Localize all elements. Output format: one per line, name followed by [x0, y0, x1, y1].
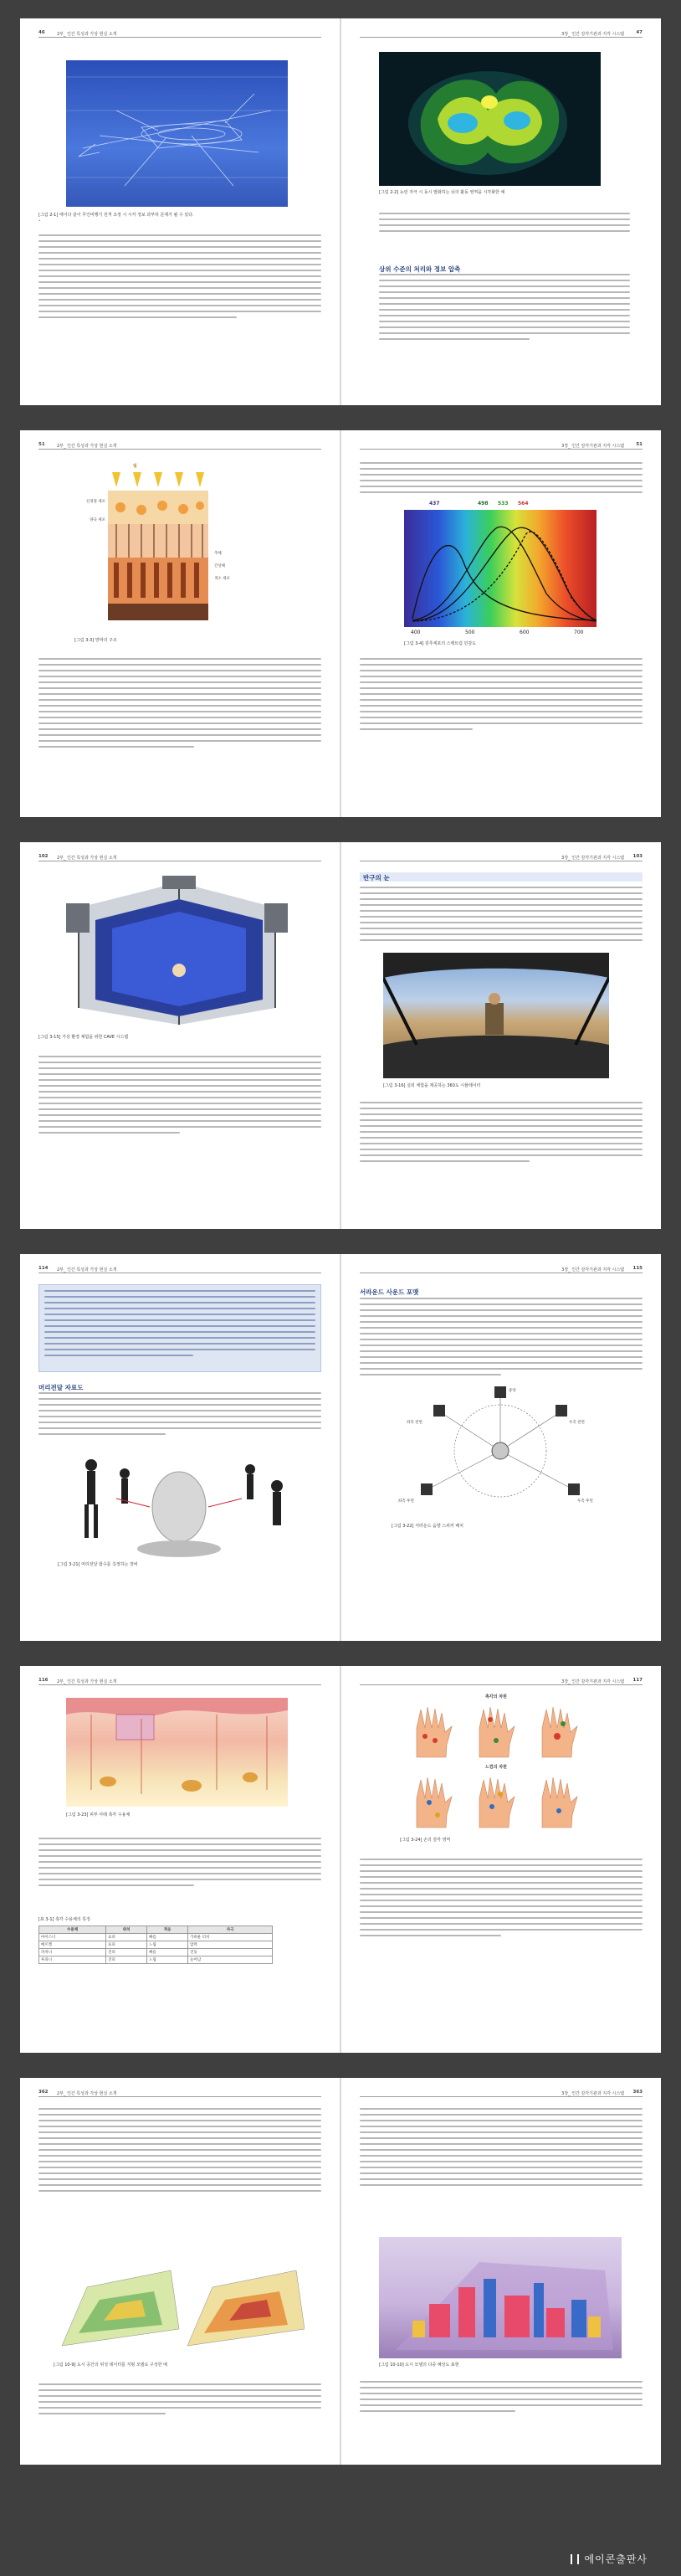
page-left: [20, 430, 340, 817]
table-cell: 진피: [106, 1949, 147, 1956]
page-left: [20, 842, 340, 1229]
x-axis-ticks: [404, 630, 597, 638]
simulator-icon: [383, 953, 609, 1078]
page-number: 362: [38, 2090, 49, 2095]
retina-diagram-icon: [95, 472, 229, 631]
running-title: 3장_ 인간 감각기관과 지각 시스템: [561, 2091, 624, 2096]
skin-caption: [그림 3-23] 피부 아래 촉각 수용체: [66, 1812, 131, 1818]
body-text: [38, 1392, 321, 1439]
city-model-icon: [379, 2237, 622, 2358]
cave-caption: [그림 3-15] 가상 환경 체험을 위한 CAVE 시스템: [38, 1035, 129, 1040]
table-header: 수용체: [39, 1926, 106, 1934]
body-text: [360, 1859, 643, 1941]
retina-figure: [95, 472, 229, 631]
hands-title-top: 촉각의 차원: [485, 1694, 507, 1699]
receptor-table: [38, 1926, 273, 1964]
speaker-label: 좌측 후면: [398, 1499, 414, 1504]
hand-map-icon: [400, 1703, 601, 1761]
running-title: 2부_ 인간 특성과 가상 현실 소개: [57, 1267, 117, 1273]
retina-label: 간상체: [214, 564, 226, 568]
body-text: [360, 887, 643, 945]
table-cell: 마이스너: [39, 1934, 106, 1941]
x-tick: 700: [574, 630, 584, 635]
page-number: 115: [632, 1266, 643, 1271]
running-title: 2부_ 인간 특성과 가상 현실 소개: [57, 2091, 117, 2096]
running-header: [360, 2090, 643, 2097]
drone-figure: [66, 60, 288, 207]
spread-3: [20, 842, 661, 1229]
running-header: [360, 442, 643, 450]
body-text: [38, 1838, 321, 1890]
head-measurement-figure: [58, 1448, 300, 1557]
terrain-model-icon: [54, 2254, 305, 2358]
brain-activity-icon: [379, 52, 601, 186]
retina-top-label: 빛: [133, 464, 137, 469]
publisher-name: 에이콘출판사: [584, 2553, 648, 2565]
running-title: 2부_ 인간 특성과 가상 현실 소개: [57, 856, 117, 861]
retina-label: 추체: [214, 552, 222, 556]
table-header: 위치: [106, 1926, 147, 1934]
speaker-label: 좌측 전면: [407, 1421, 422, 1425]
body-text: [360, 2381, 643, 2416]
speaker-label: 우측 전면: [569, 1421, 585, 1425]
page-number: 363: [632, 2090, 643, 2095]
running-title: 2부_ 인간 특성과 가상 현실 소개: [57, 1679, 117, 1684]
page-number: 51: [38, 442, 45, 447]
x-tick: 400: [411, 630, 421, 635]
retina-caption: [그림 3-3] 망막의 구조: [74, 638, 117, 643]
body-text: [38, 658, 321, 752]
section-heading: 반구의 눈: [363, 874, 390, 882]
page-right: [341, 1254, 661, 1641]
running-title: 2부_ 인간 특성과 가상 현실 소개: [57, 444, 117, 449]
page-left: [20, 1666, 340, 2053]
table-cell: 빠름: [147, 1949, 188, 1956]
spread-6: [20, 2078, 661, 2465]
running-header: [38, 1678, 321, 1685]
body-text: [360, 462, 643, 497]
cave-system-icon: [62, 874, 292, 1029]
running-header: [360, 1678, 643, 1685]
page-number: 47: [636, 30, 643, 35]
table-cell: 파치니: [39, 1949, 106, 1956]
speaker-caption: [그림 3-22] 서라운드 음향 스피커 배치: [392, 1524, 463, 1529]
l-cone-label: 564: [518, 501, 529, 506]
table-cell: 진동: [188, 1949, 273, 1956]
page-left: [20, 18, 340, 405]
running-title: 3장_ 인간 감각기관과 지각 시스템: [561, 856, 624, 861]
cockpit-caption: [그림 3-16] 실외 체험을 제공하는 360도 시뮬레이터: [383, 1083, 481, 1088]
terrain-figure: [54, 2254, 305, 2358]
speaker-label: 중앙: [509, 1389, 516, 1393]
table-caption: [표 3-1] 촉각 수용체의 특징: [38, 1917, 90, 1922]
running-header: [38, 1266, 321, 1273]
rod-label: 498: [478, 501, 489, 506]
page-right: [341, 1666, 661, 2053]
body-text: [360, 2108, 643, 2190]
hands-title-bottom: 느낌의 차원: [485, 1765, 507, 1770]
table-header-row: [39, 1926, 273, 1934]
table-row: [39, 1941, 273, 1949]
table-cell: 루피니: [39, 1956, 106, 1964]
speaker-label: 우측 후면: [577, 1499, 593, 1504]
retina-label: 색소 세포: [214, 577, 230, 581]
terrain-caption: [그림 10-9] 도시 공간의 위성 데이터를 지형 모델로 구성한 예: [54, 2363, 167, 2368]
page-right: [341, 430, 661, 817]
table-row: [39, 1956, 273, 1964]
cone-peak-labels: [404, 501, 597, 509]
note-box: [38, 1284, 321, 1372]
brain-figure: [379, 52, 601, 186]
skin-figure: [66, 1698, 288, 1807]
page-number: 103: [632, 854, 643, 859]
cave-figure: [62, 874, 292, 1029]
page-number: 117: [632, 1678, 643, 1683]
table-cell: 메르켈: [39, 1941, 106, 1949]
x-tick: 500: [465, 630, 475, 635]
hand-map-icon: [400, 1773, 601, 1832]
publisher-mark-icon: [571, 2554, 579, 2564]
section-heading: 서라운드 사운드 포맷: [360, 1288, 419, 1296]
table-cell: 진피: [106, 1956, 147, 1964]
table-row: [39, 1949, 273, 1956]
page-left: [20, 1254, 340, 1641]
running-header: [360, 854, 643, 861]
body-text: [379, 274, 630, 344]
speaker-labels: [392, 1380, 609, 1518]
city-model-figure: [379, 2237, 622, 2358]
running-title: 3장_ 인간 감각기관과 지각 시스템: [561, 1267, 624, 1273]
cone-curves-icon: [404, 510, 597, 627]
brain-caption: [그림 2-2] 뉴런 자극 시 동시 발화하는 뇌의 활동 영역을 시각화한 예: [379, 190, 505, 195]
page-left: [20, 2078, 340, 2465]
table-cell: 늘어남: [188, 1956, 273, 1964]
page-number: 46: [38, 30, 45, 35]
body-text: [38, 2108, 321, 2196]
running-title: 3장_ 인간 감각기관과 지각 시스템: [561, 32, 624, 37]
page-right: [341, 18, 661, 405]
running-header: [38, 854, 321, 861]
table-cell: 느림: [147, 1956, 188, 1964]
running-header: [38, 442, 321, 450]
publisher-logo: [571, 2552, 648, 2566]
page-right: [341, 2078, 661, 2465]
spread-4: [20, 1254, 661, 1641]
city-caption: [그림 10-10] 도시 모델의 다중 해상도 표현: [379, 2363, 459, 2368]
spectrum-caption: [그림 3-4] 원추세포의 스펙트럼 민감도: [404, 641, 477, 646]
table-header: 적응: [147, 1926, 188, 1934]
table-cell: 빠름: [147, 1934, 188, 1941]
table-cell: 압력: [188, 1941, 273, 1949]
table-cell: 표피: [106, 1941, 147, 1949]
page-right: [341, 842, 661, 1229]
page-number: 114: [38, 1266, 49, 1271]
section-heading: 상위 수준의 처리와 정보 압축: [379, 265, 461, 273]
x-tick: 600: [520, 630, 530, 635]
running-title: 3장_ 인간 감각기관과 지각 시스템: [561, 444, 624, 449]
m-cone-label: 533: [498, 501, 509, 506]
section-heading: 머리전달 자료도: [38, 1384, 84, 1391]
body-text: [379, 213, 630, 236]
body-text: [38, 2383, 321, 2419]
retina-labels-right: [214, 548, 248, 585]
s-cone-label: 437: [429, 501, 440, 506]
hands-caption: [그림 3-24] 손의 감각 영역: [400, 1838, 451, 1843]
table-cell: 표피: [106, 1934, 147, 1941]
hands-figure-top: [400, 1703, 601, 1761]
body-text: [360, 1102, 643, 1166]
body-text: [360, 658, 643, 734]
spread-1: [20, 18, 661, 405]
body-text: [38, 1056, 321, 1138]
spread-5: [20, 1666, 661, 2053]
page-number: 102: [38, 854, 49, 859]
running-header: [38, 2090, 321, 2097]
table-cell: 가벼운 터치: [188, 1934, 273, 1941]
source-note: •: [38, 219, 41, 224]
retina-labels-left: [72, 493, 105, 530]
running-title: 2부_ 인간 특성과 가상 현실 소개: [57, 32, 117, 37]
head-caption: [그림 3-21] 머리전달 함수를 측정하는 장비: [58, 1562, 138, 1567]
drone-caption: [그림 2-1] 에이다 같이 무인비행기 원격 조정 시 시각 정보 과부하 문제가 될 수 있다.: [38, 213, 194, 218]
retina-label: 신경절 세포: [85, 500, 105, 504]
spread-2: [20, 430, 661, 817]
section-heading-bar: [360, 872, 643, 882]
retina-label: 양극 세포: [90, 518, 105, 522]
running-header: [360, 1266, 643, 1273]
table-header: 자극: [188, 1926, 273, 1934]
cone-spectrum-figure: [404, 510, 597, 627]
body-text: [360, 1298, 643, 1380]
page-number: 51: [636, 442, 643, 447]
body-text: [38, 234, 321, 322]
page-number: 116: [38, 1678, 49, 1683]
running-header: [38, 30, 321, 38]
hrtf-setup-icon: [58, 1448, 300, 1557]
running-title: 3장_ 인간 감각기관과 지각 시스템: [561, 1679, 624, 1684]
skin-receptors-icon: [66, 1698, 288, 1807]
table-cell: 느림: [147, 1941, 188, 1949]
cockpit-figure: [383, 953, 609, 1078]
drone-icon: [66, 60, 288, 207]
table-row: [39, 1934, 273, 1941]
hands-figure-bottom: [400, 1773, 601, 1832]
running-header: [360, 30, 643, 38]
